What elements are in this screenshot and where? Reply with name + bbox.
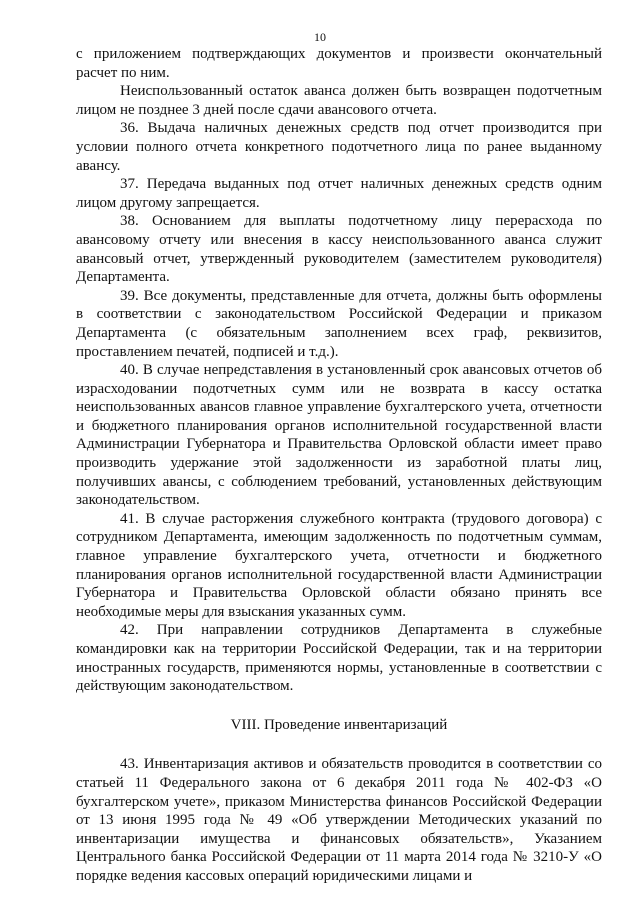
document-body <box>76 45 602 886</box>
paragraph-42: 42. При направлении сотрудников Департамента в служебные командировки как на территории Российской Федерации, так и на территории иностранных государств, применяются нормы, установленные в соответствии с действующим законодательством. <box>76 622 602 695</box>
paragraph-37: 37. Передача выданных под отчет наличных денежных средств одним лицом другому запрещается. <box>76 176 602 211</box>
paragraph-38: 38. Основанием для выплаты подотчетному лицу перерасхода по авансовому отчету или внесения в кассу неиспользованного аванса служит авансовый отчет, утвержденный руководителем (заместителем руководителя) Департамента. <box>76 213 602 286</box>
paragraph-39: 39. Все документы, представленные для отчета, должны быть оформлены в соответствии с законодательством Российской Федерации и приказом Департамента (с обязательным заполнением всех граф, реквизитов, проставлением печатей, подписей и т.д.). <box>76 287 602 360</box>
section-heading: VIII. Проведение инвентаризаций <box>230 716 448 733</box>
paragraph-41: 41. В случае расторжения служебного контракта (трудового договора) с сотрудником Департамента, имеющим задолженность по подотчетным суммам, главное управление бухгалтерского учета, отчетности и бюджетного планирования органов исполнительной государственной власти Администрации Губернатора и Правительства Орловской области обязано принять все необходимые меры для взыскания указанных сумм. <box>76 510 602 620</box>
paragraph-unused-advance: Неиспользованный остаток аванса должен быть возвращен подотчетным лицом не позднее 3 дней после сдачи авансового отчета. <box>76 83 602 118</box>
paragraph-36: 36. Выдача наличных денежных средств под отчет производится при условии полного отчета конкретного подотчетного лица по ранее выданному авансу. <box>76 120 602 174</box>
paragraph-40: 40. В случае непредставления в установленный срок авансовых отчетов об израсходовании подотчетных сумм или не возврата в кассу остатка неиспользованных авансов главное управление бухгалтерского учета, отчетности и бюджетного планирования органов исполнительной государственной власти Администрации Губернатора и Правительства Орловской области имеет право производить удержание этой задолженности из заработной платы лиц, получивших авансы, с соблюдением требований, установленных действующим законодательством. <box>76 362 602 509</box>
paragraph-continuation: с приложением подтверждающих документов и произвести окончательный расчет по ним. <box>76 46 602 81</box>
paragraph-43: 43. Инвентаризация активов и обязательств проводится в соответствии со статьей 11 Федерального закона от 6 декабря 2011 года № 402-ФЗ «О бухгалтерском учете», приказом Министерства финансов Российской Федерации от 13 июня 1995 года № 49 «Об утверждении Методических указаний по инвентаризации имущества и финансовых обязательств», Указанием Центрального банка Российской Федерации от 11 марта 2014 года № 3210-У «О порядке ведения кассовых операций юридическими лицами и <box>76 756 602 884</box>
page-number: 10 <box>314 30 326 44</box>
